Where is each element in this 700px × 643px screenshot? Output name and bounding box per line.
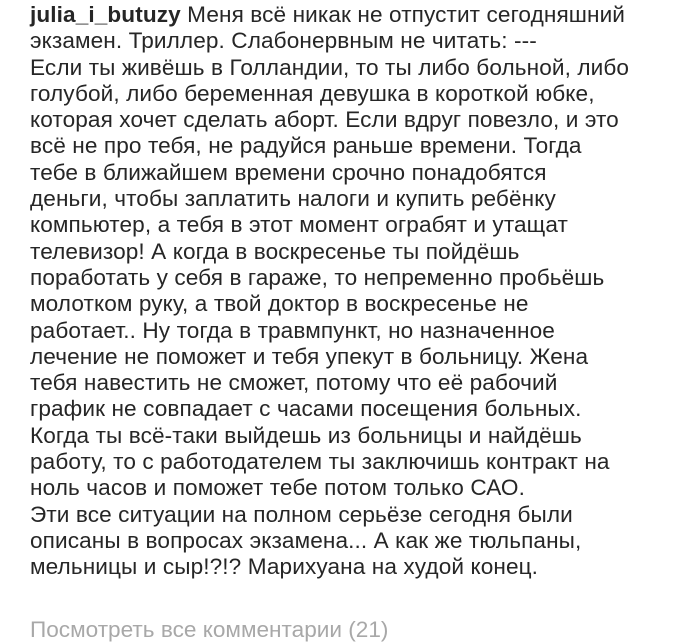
caption-line: Эти все ситуации на полном серьёзе сегодня были (30, 501, 573, 527)
post-caption (30, 2, 680, 581)
caption-line: ноль часов и поможет тебе потом только САО. (30, 475, 525, 501)
caption-line: поработать у себя в гараже, то непременно пробьёшь (30, 264, 605, 290)
caption-line (30, 2, 680, 28)
caption-line: работает.. Ну тогда в травмпункт, но назначенное (30, 317, 555, 343)
username-link[interactable]: julia_i_butuzy (30, 2, 181, 27)
caption-line: экзамен. Триллер. Слабонервным не читать: --- (30, 28, 537, 54)
caption-line: компьютер, а тебя в этот момент ограбят и утащат (30, 212, 568, 238)
caption-line: работу, то с работодателем ты заключишь контракт на (30, 449, 610, 475)
caption-line: описаны в вопросах экзамена... А как же тюльпаны, (30, 527, 582, 553)
caption-line: лечение не поможет и тебя упекут в больницу. Жена (30, 343, 589, 369)
caption-line: Если ты живёшь в Голландии, то ты либо больной, либо (30, 54, 630, 80)
caption-paragraph-1 (30, 2, 680, 502)
caption-line: телевизор! А когда в воскресенье ты пойдёшь (30, 238, 520, 264)
view-all-comments-link[interactable]: Посмотреть все комментарии (21) (30, 617, 389, 642)
caption-line: голубой, либо беременная девушка в короткой юбке, (30, 80, 595, 106)
caption-line: деньги, чтобы заплатить налоги и купить ребёнку (30, 186, 556, 212)
caption-line: молотком руку, а твой доктор в воскресенье не (30, 291, 529, 317)
caption-paragraph-2 (30, 502, 680, 581)
caption-line: Когда ты всё-таки выйдешь из больницы и найдёшь (30, 422, 582, 448)
caption-line: всё не про тебя, не радуйся раньше времени. Тогда (30, 133, 582, 159)
caption-line: тебя навестить не сможет, потому что её рабочий (30, 370, 558, 396)
caption-line: мельницы и сыр!?!? Марихуана на худой конец. (30, 554, 539, 580)
caption-line: график не совпадает с часами посещения больных. (30, 396, 582, 422)
caption-text: Меня всё никак не отпустит сегодняшний (180, 2, 626, 27)
caption-line: тебе в ближайшем времени срочно понадобятся (30, 159, 547, 185)
caption-line: которая хочет сделать аборт. Если вдруг повезло, и это (30, 107, 619, 133)
